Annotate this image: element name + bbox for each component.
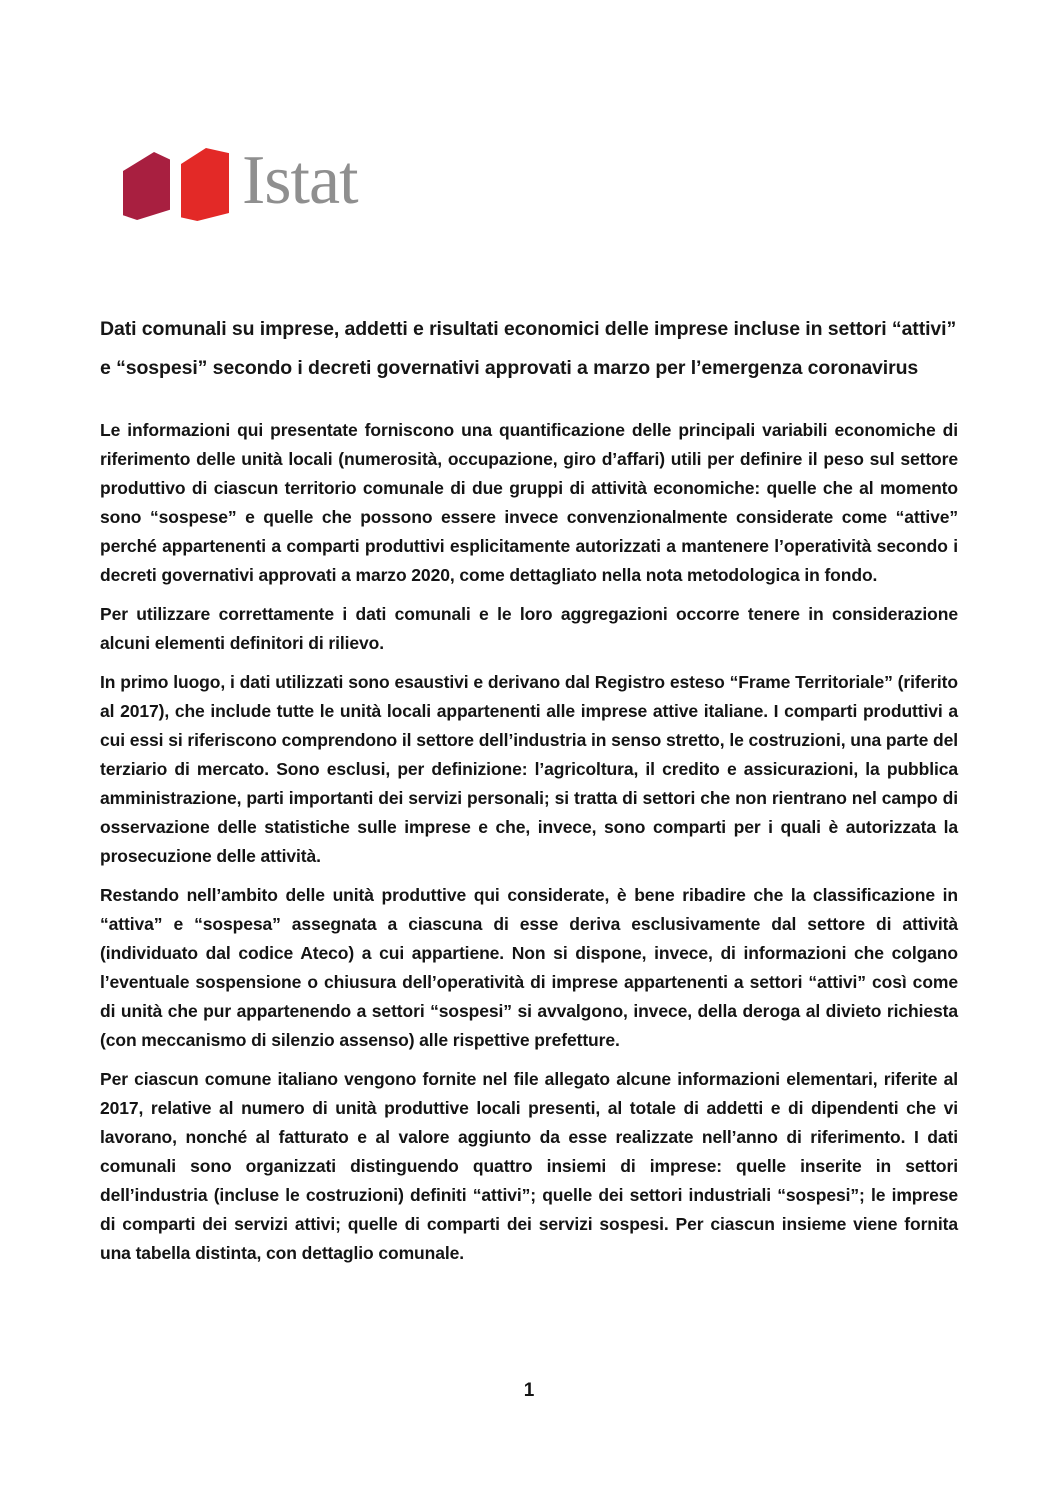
document-body — [100, 416, 958, 1268]
paragraph-1: Le informazioni qui presentate forniscono una quantificazione delle principali variabili economiche di riferimento delle unità locali (numerosità, occupazione, giro d’affari) utili per definire il peso sul settore produttivo di ciascun territorio comunale di due gruppi di attività economiche: quelle che al momento sono “sospese” e quelle che possono essere invece convenzionalmente considerate come “attive” perché appartenenti a comparti produttivi esplicitamente autorizzati a mantenere l’operatività secondo i decreti governativi approvati a marzo 2020, come dettagliato nella nota metodologica in fondo. — [100, 420, 958, 585]
document-title: Dati comunali su imprese, addetti e risultati economici delle imprese incluse in settori “attivi” e “sospesi” secondo i decreti governativi approvati a marzo per l’emergenza coronavirus — [100, 318, 957, 379]
istat-logo-text: Istat — [242, 142, 358, 219]
paragraph-3: In primo luogo, i dati utilizzati sono esaustivi e derivano dal Registro esteso “Frame Territoriale” (riferito al 2017), che include tutte le unità locali appartenenti alle imprese attive italiane. I comparti produttivi a cui essi si riferiscono comprendono il settore dell’industria in senso stretto, le costruzioni, una parte del terziario di mercato. Sono esclusi, per definizione: l’agricoltura, il credito e assicurazioni, la pubblica amministrazione, parti importanti dei servizi personali; si tratta di settori che non rientrano nel campo di osservazione delle statistiche sulle imprese e che, invece, sono comparti per i quali è autorizzata la prosecuzione delle attività. — [100, 672, 958, 866]
page-footer — [0, 1380, 1058, 1402]
page-number: 1 — [523, 1380, 535, 1401]
paragraph-5: Per ciascun comune italiano vengono fornite nel file allegato alcune informazioni elementari, riferite al 2017, relative al numero di unità produttive locali presenti, al totale di addetti e di dipendenti che vi lavorano, nonché al fatturato e al valore aggiunto da esse realizzate nell’anno di riferimento. I dati comunali sono organizzati distinguendo quattro insiemi di imprese: quelle inserite in settori dell’industria (incluse le costruzioni) definiti “attivi”; quelle dei settori industriali “sospesi”; le imprese di comparti dei servizi attivi; quelle di comparti dei servizi sospesi. Per ciascun insieme viene fornita una tabella distinta, con dettaglio comunale. — [100, 1069, 958, 1263]
paragraph-4: Restando nell’ambito delle unità produttive qui considerate, è bene ribadire che la classificazione in “attiva” e “sospesa” assegnata a ciascuna di esse deriva esclusivamente dal settore di attività (individuato dal codice Ateco) a cui appartiene. Non si dispone, invece, di informazioni che colgano l’eventuale sospensione o chiusura dell’operatività di imprese appartenenti a settori “attivi” così come di unità che pur appartenendo a settori “sospesi” si avvalgono, invece, della deroga al divieto richiesta (con meccanismo di silenzio assenso) alle rispettive prefetture. — [100, 885, 958, 1050]
istat-logo-left-shape — [123, 152, 170, 220]
istat-logo-right-shape — [181, 148, 229, 221]
istat-logo — [123, 142, 958, 222]
paragraph-2: Per utilizzare correttamente i dati comunali e le loro aggregazioni occorre tenere in considerazione alcuni elementi definitori di rilievo. — [100, 604, 958, 653]
istat-logo-mark — [123, 148, 229, 222]
